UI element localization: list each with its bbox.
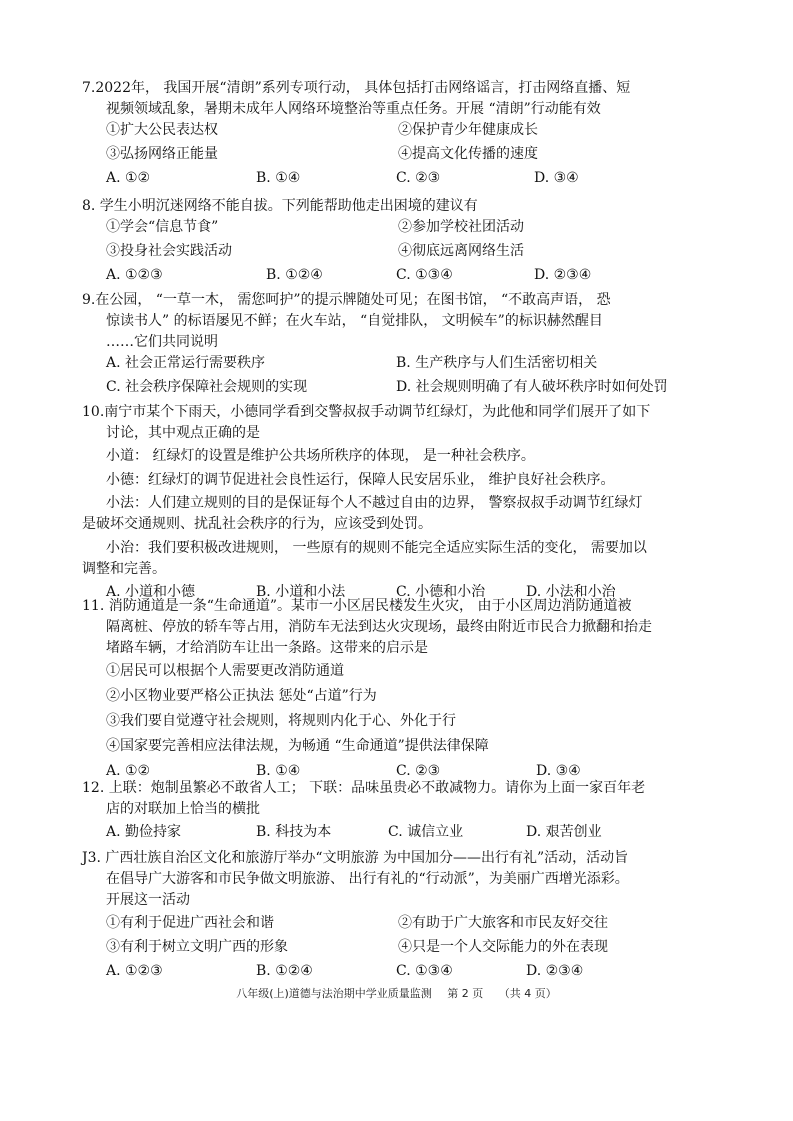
- question-10-view-xiaozhi-line-2: 调整和完善。: [82, 561, 166, 577]
- question-8-item-4: ④彻底远离网络生活: [398, 243, 524, 259]
- question-8-item-1: ①学会“信息节食”: [106, 219, 219, 235]
- question-7-choice-a[interactable]: A. ①②: [106, 170, 151, 186]
- question-8-stem: 8. 学生小明沉迷网络不能自拔。下列能帮助他走出困境的建议有: [82, 198, 478, 214]
- question-13-choice-b[interactable]: B. ①②④: [256, 963, 313, 979]
- question-7-stem-line-1: 7.2022年， 我国开展“清朗”系列专项行动， 具体包括打击网络谣言，打击网络直播、短: [82, 80, 631, 96]
- question-8-choice-d[interactable]: D. ②③④: [534, 267, 592, 283]
- question-12-choices: [106, 822, 726, 846]
- question-12: [82, 778, 726, 846]
- question-12-choice-b[interactable]: B. 科技为本: [256, 824, 332, 840]
- question-11-item-2: ②小区物业要严格公正执法 惩处“占道”行为: [106, 688, 377, 704]
- question-11-stem-line-1: 11. 消防通道是一条“生命通道”。某市一小区居民楼发生火灾， 由于小区周边消防通道被: [82, 598, 632, 614]
- question-9: [82, 290, 726, 401]
- footer-exam-title: 八年级(上)道德与法治期中学业质量监测: [236, 987, 432, 1000]
- question-12-stem-line-1: 12. 上联：炮制虽繁必不敢省人工； 下联：品味虽贵必不敢减物力。请你为上面一家百年老: [82, 780, 646, 796]
- question-9-choice-c[interactable]: C. 社会秩序保障社会规则的实现: [106, 379, 308, 395]
- question-13-items-row-2: [106, 937, 726, 961]
- question-7-item-1: ①扩大公民表达权: [106, 122, 218, 138]
- question-13-item-1: ①有利于促进广西社会和谐: [106, 915, 274, 931]
- question-13-item-3: ③有利于树立文明广西的形象: [106, 939, 288, 955]
- question-10-choice-d[interactable]: D. 小法和小治: [526, 584, 616, 600]
- question-10-view-xiaofa-line-1: 小法：人们建立规则的目的是保证每个人不越过自由的边界， 警察叔叔手动调节红绿灯: [106, 495, 643, 511]
- question-10-stem-line-1: 10.南宁市某个下雨天，小德同学看到交警叔叔手动调节红绿灯，为此他和同学们展开了如下: [82, 404, 651, 420]
- question-9-choice-d[interactable]: D. 社会规则明确了有人破坏秩序时如何处罚: [396, 379, 668, 395]
- question-7-choices: [106, 168, 726, 192]
- question-7-item-2: ②保护青少年健康成长: [398, 122, 538, 138]
- question-9-choice-b[interactable]: B. 生产秩序与人们生活密切相关: [396, 355, 598, 371]
- question-11-choice-a[interactable]: A. ①②: [106, 763, 151, 779]
- question-10-view-xiaode: 小德：红绿灯的调节促进社会良性运行，保障人民安居乐业， 维护良好社会秩序。: [106, 472, 615, 488]
- question-10-choice-a[interactable]: A. 小道和小德: [106, 584, 196, 600]
- question-12-choice-d[interactable]: D. 艰苦创业: [526, 824, 602, 840]
- question-7-item-4: ④提高文化传播的速度: [398, 146, 538, 162]
- question-10-view-xiaofa-line-2: 是破坏交通规则、扰乱社会秩序的行为，应该受到处罚。: [82, 516, 432, 532]
- question-13-choice-d[interactable]: D. ②③④: [526, 963, 584, 979]
- question-11-item-1: ①居民可以根据个人需要更改消防通道: [106, 663, 344, 679]
- question-7-stem-line-2: 视频领域乱象，暑期未成年人网络环境整治等重点任务。开展 “清朗”行动能有效: [106, 101, 601, 117]
- question-10-view-xiaozhi-line-1: 小治：我们要积极改进规则， 一些原有的规则不能完全适应实际生活的变化， 需要加以: [106, 540, 647, 556]
- question-10-choice-c[interactable]: C. 小德和小治: [396, 584, 486, 600]
- question-9-stem-line-3: ……它们共同说明: [106, 334, 218, 350]
- question-13-items-row-1: [106, 913, 726, 937]
- question-8-item-3: ③投身社会实践活动: [106, 243, 232, 259]
- question-11-item-4: ④国家要完善相应法律法规，为畅通 “生命通道”提供法律保障: [106, 738, 489, 754]
- question-11-choice-d[interactable]: D. ③④: [536, 763, 581, 779]
- question-10-view-xiaodao: 小道： 红绿灯的设置是维护公共场所秩序的体现， 是一种社会秩序。: [106, 448, 535, 464]
- question-8-items-row-2: [106, 241, 726, 265]
- page-footer: [0, 983, 793, 1004]
- question-7: [82, 78, 726, 192]
- question-12-stem-line-2: 店的对联加上恰当的横批: [106, 801, 260, 817]
- question-13-stem-line-1: J3. 广西壮族自治区文化和旅游厅举办“文明旅游 为中国加分——出行有礼”活动，活动旨: [82, 850, 629, 866]
- question-9-stem-line-2: 惊读书人” 的标语屡见不鲜；在火车站， “自觉排队， 文明候车”的标识赫然醒目: [106, 313, 603, 329]
- question-12-choice-c[interactable]: C. 诚信立业: [388, 824, 464, 840]
- question-11-item-3: ③我们要自觉遵守社会规则，将规则内化于心、外化于行: [106, 713, 456, 729]
- question-7-choice-c[interactable]: C. ②③: [396, 170, 441, 186]
- question-7-item-3: ③弘扬网络正能量: [106, 146, 218, 162]
- question-8-choice-b[interactable]: B. ①②④: [266, 267, 323, 283]
- question-8-items-row-1: [106, 217, 726, 241]
- question-11-choice-b[interactable]: B. ①④: [256, 763, 301, 779]
- question-9-choice-a[interactable]: A. 社会正常运行需要秩序: [106, 355, 266, 371]
- question-11-stem-line-3: 堵路车辆，才给消防车让出一条路。这带来的启示是: [106, 640, 428, 656]
- question-8-choice-a[interactable]: A. ①②③: [106, 267, 163, 283]
- question-9-choices-row-2: [106, 377, 726, 401]
- footer-total-pages: （共 4 页）: [498, 987, 557, 1000]
- question-13-choice-a[interactable]: A. ①②③: [106, 963, 163, 979]
- question-9-choices-row-1: [106, 353, 726, 377]
- question-13: [82, 848, 726, 985]
- question-13-stem-line-2: 在倡导广大游客和市民争做文明旅游、 出行有礼的“行动派”，为美丽广西增光添彩。: [106, 871, 629, 887]
- question-13-item-4: ④只是一个人交际能力的外在表现: [398, 939, 608, 955]
- question-13-choices: [106, 961, 726, 985]
- question-8-item-2: ②参加学校社团活动: [398, 219, 524, 235]
- question-13-item-2: ②有助于广大旅客和市民友好交往: [398, 915, 608, 931]
- question-11-choice-c[interactable]: C. ②③: [396, 763, 441, 779]
- question-7-choice-d[interactable]: D. ③④: [534, 170, 579, 186]
- question-8-choices: [106, 265, 726, 289]
- question-7-items-row-2: [106, 144, 726, 168]
- question-12-choice-a[interactable]: A. 勤俭持家: [106, 824, 182, 840]
- question-8: [82, 196, 726, 289]
- question-7-choice-b[interactable]: B. ①④: [256, 170, 301, 186]
- question-9-stem-line-1: 9.在公园， “一草一木， 需您呵护”的提示牌随处可见；在图书馆， “不敢高声语， 恐: [82, 292, 611, 308]
- question-10-stem-line-2: 讨论，其中观点正确的是: [106, 425, 260, 441]
- question-8-choice-c[interactable]: C. ①③④: [396, 267, 453, 283]
- question-10-choice-b[interactable]: B. 小道和小法: [256, 584, 346, 600]
- question-11-stem-line-2: 隔离桩、停放的轿车等占用，消防车无法到达火灾现场，最终由附近市民合力掀翻和抬走: [106, 619, 652, 635]
- question-11: [82, 596, 726, 785]
- question-7-items-row-1: [106, 120, 726, 144]
- footer-page-number: 第 2 页: [447, 987, 484, 1000]
- question-13-stem-line-3: 开展这一活动: [106, 892, 190, 908]
- question-13-choice-c[interactable]: C. ①③④: [396, 963, 453, 979]
